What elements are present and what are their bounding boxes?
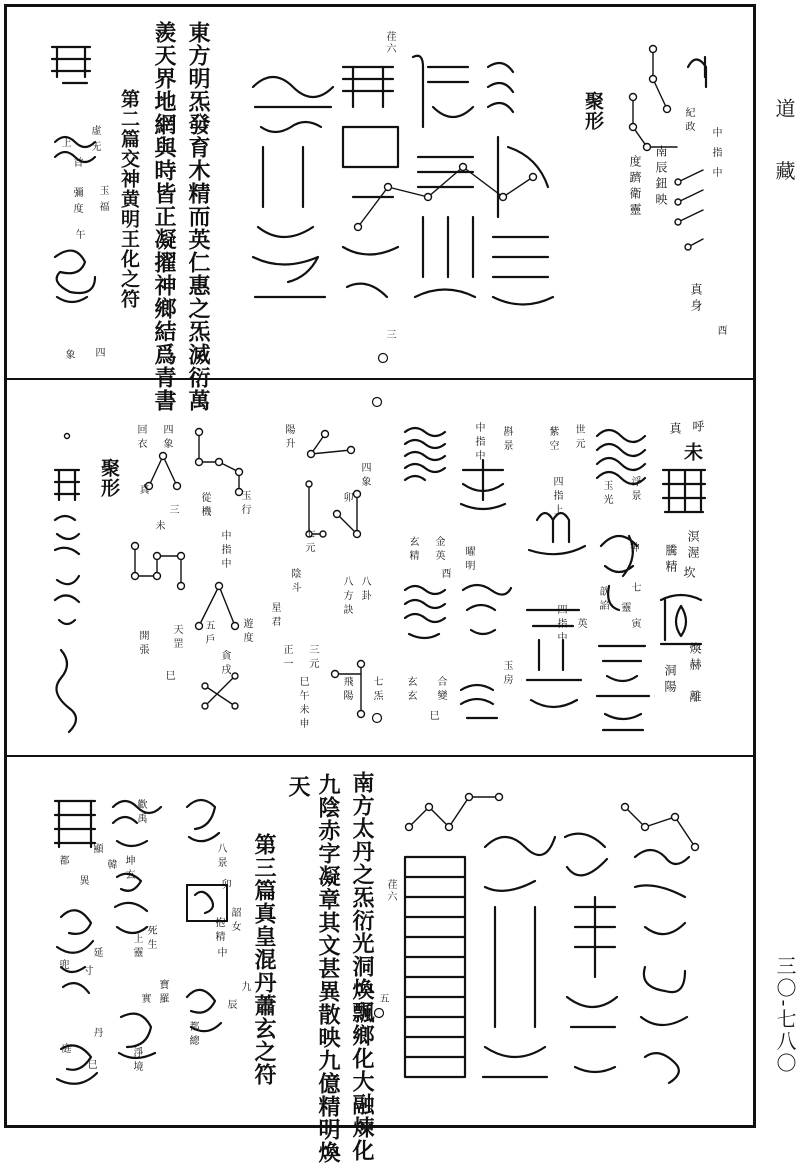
p2-left-15: 精: [407, 550, 418, 561]
collection-title: 道 藏: [772, 98, 796, 199]
p2-right-8: 坎: [682, 566, 696, 579]
p3-note-4: 韶: [229, 907, 240, 918]
p2-far-17: 正: [281, 644, 292, 655]
p2-edge-8: 機: [199, 506, 210, 517]
p2-mid-14: 空: [547, 440, 558, 451]
p3-note-35: 巳: [85, 1059, 96, 1070]
marker-1: 荏: [384, 31, 395, 42]
seal-note-1: 虚: [89, 125, 100, 136]
p2-mid-12: 寅: [629, 618, 640, 629]
p2-far-2: 升: [283, 438, 294, 449]
p2-right-7: 精: [664, 560, 678, 573]
panel1-label: 聚形: [582, 91, 604, 131]
p2-mid-21: 英: [575, 618, 586, 629]
diagram1-note-4: 指: [710, 147, 721, 158]
seal-note-9: 午: [73, 229, 84, 240]
p2-far-4: 象: [359, 476, 370, 487]
p2-far-23: 飛: [341, 676, 352, 687]
p3-note-30: 延: [91, 947, 102, 958]
p3-note-6: 中: [215, 947, 226, 958]
p2-left-10: 明: [463, 560, 474, 571]
p2-left-3: 中: [473, 422, 484, 433]
p2-left-1: 斟: [501, 426, 512, 437]
p2-far-19: 巳: [297, 676, 308, 687]
p2-mid-15: 四: [551, 476, 562, 487]
panel-top: [7, 7, 753, 412]
p2-edge-1: 四: [161, 424, 172, 435]
p2-far-12: 元: [303, 542, 314, 553]
talisman-main-1: [243, 47, 563, 347]
p2-edge-18: 貪: [219, 650, 230, 661]
p2-far-8: 八: [341, 576, 352, 587]
p2-far-25: 七: [371, 676, 382, 687]
marker-5: 六: [385, 891, 396, 902]
seal-note-11: 象: [63, 349, 74, 360]
p2-far-10: 訣: [341, 604, 352, 615]
p2-left-8: 酉: [439, 568, 450, 579]
diagram1-note-1: 紀: [683, 107, 694, 118]
p2-mid-22: 玉: [501, 660, 512, 671]
long-sigil: [47, 430, 87, 740]
p2-edge-25: 張: [137, 644, 148, 655]
p2-edge-9: 三: [167, 504, 178, 515]
p2-right-9: 煥: [688, 642, 702, 655]
panel3-side-char: 天: [285, 775, 311, 798]
diagram1-note-7: 辰: [654, 161, 668, 174]
p2-left-2: 景: [501, 440, 512, 451]
p2-edge-3: 玉: [239, 490, 250, 501]
p2-left-14: 玄: [407, 536, 418, 547]
p2-left-5: 中: [473, 450, 484, 461]
diagram1-note-2: 政: [683, 121, 694, 132]
marker-4: 荏: [385, 879, 396, 890]
p2-left-16: 玄: [405, 676, 416, 687]
p2-edge-13: 中: [219, 558, 230, 569]
p2-edge-19: 戌: [219, 664, 230, 675]
panel3-heading: 南方太丹之炁衍光洞煥飄鄉化大融煉化: [349, 771, 375, 1162]
p2-edge-11: 中: [219, 530, 230, 541]
p3-note-9: 抱: [213, 917, 224, 928]
seal-column-5: [47, 787, 240, 1107]
p2-mid-6: 光: [601, 494, 612, 505]
seal-note-5: 玉: [97, 185, 108, 196]
p2-far-1: 陽: [283, 424, 294, 435]
p2-edge-17: 戶: [203, 634, 214, 645]
p2-mid-13: 紫: [547, 426, 558, 437]
p3-note-3: 卯: [219, 879, 230, 890]
p2-mid-19: 指: [555, 618, 566, 629]
p2-far-13: 陰: [289, 568, 300, 579]
p2-left-6: 金: [433, 536, 444, 547]
seal-column-clouds: [589, 416, 661, 746]
p3-note-32: 丹: [91, 1027, 102, 1038]
p2-far-28: 君: [269, 616, 280, 627]
p3-note-19: 上: [131, 933, 142, 944]
p2-far-26: 炁: [371, 690, 382, 701]
p2-left-9: 曜: [463, 546, 474, 557]
p2-left-11: 合: [435, 676, 446, 687]
p2-right-4: 溟: [686, 530, 700, 543]
p3-note-33: 兜: [57, 959, 68, 970]
p2-right-12: 陽: [663, 680, 677, 693]
diagram1-note-10: 度: [628, 155, 642, 168]
p2-mid-11: 諂: [597, 600, 608, 611]
p2-edge-4: 行: [239, 504, 250, 515]
seal-triple-eye: [659, 460, 709, 530]
p3-note-17: 死: [145, 925, 156, 936]
seal-note-6: 福: [97, 201, 108, 212]
p2-far-22: 申: [297, 718, 308, 729]
p2-mid-10: 歆: [597, 586, 608, 597]
panel1-chapter-title: 第二篇交神黄明王化之符: [118, 89, 140, 309]
p2-edge-6: 衣: [135, 438, 146, 449]
p3-note-26: 境: [131, 1061, 142, 1072]
p2-right-11: 洞: [663, 664, 677, 677]
p3-note-5: 女: [229, 921, 240, 932]
diagram1-note-13: 靈: [628, 203, 642, 216]
p2-edge-7: 從: [199, 492, 210, 503]
diagram1-note-6: 南: [654, 145, 668, 158]
p2-mid-20: 中: [555, 632, 566, 643]
p3-note-11: 都: [187, 1021, 198, 1032]
p3-note-12: 總: [187, 1035, 198, 1046]
seal-column-3: [453, 440, 513, 730]
diagram1-note-8: 鈕: [654, 177, 668, 190]
panel1-heading: 東方明炁發育木精而英仁惠之炁滅衍萬: [185, 21, 211, 412]
p3-note-16: 玄: [123, 869, 134, 880]
seal-note-10: 四: [93, 347, 104, 358]
seal-note-4: 首: [71, 157, 82, 168]
p2-right-1: 呼: [691, 420, 705, 433]
seal-talisman-small: [47, 37, 100, 367]
seal-column-2: [519, 500, 589, 720]
p2-edge-15: 度: [241, 632, 252, 643]
p2-edge-2: 象: [161, 438, 172, 449]
p3-note-2: 景: [215, 857, 226, 868]
p3-note-13: 歡: [135, 799, 146, 810]
p2-far-15: 三: [307, 644, 318, 655]
p2-right-3: 未: [681, 442, 703, 462]
diagram1-note-15: 身: [689, 299, 703, 312]
p2-mid-4: 景: [629, 490, 640, 501]
seal-note-3: 上: [59, 137, 70, 148]
ring-marker-1: [377, 352, 389, 364]
p3-note-23: 實: [139, 993, 150, 1004]
diagram1-note-9: 映: [654, 193, 668, 206]
p2-far-6: 八: [359, 576, 370, 587]
diagram1-note-16: 酉: [715, 325, 726, 336]
p2-mid-3: 浮: [629, 476, 640, 487]
p3-note-14: 禹: [135, 813, 146, 824]
diagram1-note-3: 中: [710, 127, 721, 138]
p2-edge-23: 巳: [163, 670, 174, 681]
panel3-heading-cont: 九陰赤字凝章其文甚異散映九億精明煥: [315, 773, 341, 1164]
p2-mid-9: 靈: [619, 602, 630, 613]
p3-note-7: 九: [239, 981, 250, 992]
p2-mid-1: 世: [573, 424, 584, 435]
p3-note-15: 坤: [123, 855, 134, 866]
p2-left-7: 英: [433, 550, 444, 561]
p2-edge-22: 罡: [171, 638, 182, 649]
p2-sigil-label: 聚形: [98, 458, 120, 498]
p2-edge-12: 指: [219, 544, 230, 555]
p2-far-20: 午: [297, 690, 308, 701]
p2-far-3: 四: [359, 462, 370, 473]
p3-note-29: 異: [77, 875, 88, 886]
p3-note-8: 辰: [225, 999, 236, 1010]
seal-column-4: [399, 420, 451, 690]
p2-far-18: 一: [281, 658, 292, 669]
diagram1-note-14: 真: [689, 283, 703, 296]
panel3-chapter-title: 第三篇真皇混丹蕭玄之符: [251, 833, 277, 1086]
p2-far-16: 元: [307, 658, 318, 669]
p3-note-18: 生: [145, 939, 156, 950]
p2-mid-17: 上: [551, 504, 562, 515]
p2-edge-14: 遊: [241, 618, 252, 629]
p2-right-6: 騰: [664, 544, 678, 557]
diagram1-note-11: 躋: [628, 171, 642, 184]
seal-note-2: 无: [89, 141, 100, 152]
p2-mid-5: 玉: [601, 480, 612, 491]
p2-left-17: 玄: [405, 690, 416, 701]
ring-marker-2: [371, 396, 383, 408]
p2-far-11: 七: [303, 528, 314, 539]
p2-right-13: 離: [688, 690, 702, 703]
p2-right-10: 赫: [688, 658, 702, 671]
p2-left-4: 指: [473, 436, 484, 447]
p3-note-22: 羅: [157, 993, 168, 1004]
p3-note-28: 顯: [91, 843, 102, 854]
p3-note-1: 八: [215, 843, 226, 854]
p3-note-34: 庭: [59, 1043, 70, 1054]
p2-right-2: 真: [668, 422, 682, 435]
seal-note-8: 度: [71, 203, 82, 214]
diagram1-note-5: 中: [710, 167, 721, 178]
p2-far-14: 斗: [289, 582, 300, 593]
p2-far-24: 陽: [341, 690, 352, 701]
p3-note-31: 寸: [81, 965, 92, 976]
p2-far-27: 星: [269, 602, 280, 613]
p2-edge-20: 真: [137, 484, 148, 495]
diagram1-note-12: 衛: [628, 187, 642, 200]
marker-2: 六: [384, 43, 395, 54]
panel1-heading-cont: 羨天界地網與時皆正凝擢神鄉結爲青書: [151, 21, 177, 412]
p2-far-7: 卦: [359, 590, 370, 601]
p2-edge-16: 五: [203, 620, 214, 631]
p2-mid-2: 元: [573, 438, 584, 449]
p2-mid-18: 四: [555, 604, 566, 615]
p2-mid-23: 房: [501, 674, 512, 685]
p2-edge-5: 回: [135, 424, 146, 435]
star-diagram-3: [119, 426, 269, 726]
p2-edge-21: 天: [171, 624, 182, 635]
p3-note-20: 靈: [131, 947, 142, 958]
talisman-main-2: [395, 787, 725, 1117]
p3-note-10: 精: [213, 931, 224, 942]
p3-note-24: 韓: [105, 859, 116, 870]
seal-note-7: 彌: [71, 187, 82, 198]
p3-note-27: 都: [57, 855, 68, 866]
p2-far-21: 未: [297, 704, 308, 715]
p2-far-5: 卯: [341, 492, 352, 503]
marker-3: 三: [384, 329, 395, 340]
panel-middle: [7, 380, 753, 754]
p2-mid-8: 七: [629, 582, 640, 593]
p2-mid-16: 指: [551, 490, 562, 501]
p2-left-13: 巳: [427, 710, 438, 721]
p2-left-12: 變: [435, 690, 446, 701]
p2-mid-7: 神: [627, 542, 638, 553]
p2-right-5: 渥: [686, 546, 700, 559]
ring-marker-3: [371, 712, 383, 724]
p2-edge-24: 開: [137, 630, 148, 641]
p2-far-9: 方: [341, 590, 352, 601]
panel-bottom: [7, 757, 753, 1164]
p3-note-25: 淨: [131, 1047, 142, 1058]
marker-6: 五: [377, 993, 388, 1004]
p3-note-21: 寶: [157, 979, 168, 990]
page-number: 三〇-七八〇: [773, 955, 797, 1075]
p2-edge-10: 未: [153, 520, 164, 531]
